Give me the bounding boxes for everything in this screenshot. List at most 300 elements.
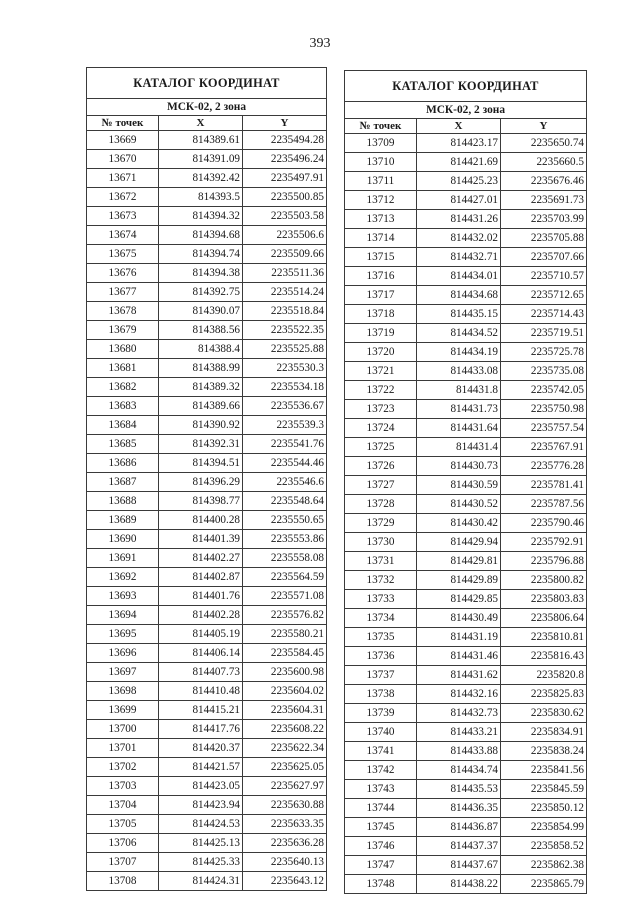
x-coordinate-cell: 814392.42 (159, 169, 243, 188)
x-coordinate-cell: 814429.81 (417, 552, 501, 571)
y-coordinate-cell: 2235838.24 (501, 742, 587, 761)
point-number-cell: 13673 (87, 207, 159, 226)
x-coordinate-cell: 814434.19 (417, 343, 501, 362)
x-coordinate-cell: 814431.26 (417, 210, 501, 229)
point-number-cell: 13735 (345, 628, 417, 647)
point-number-cell: 13700 (87, 720, 159, 739)
table-row (87, 378, 327, 397)
y-coordinate-cell: 2235636.28 (243, 834, 327, 853)
y-coordinate-cell: 2235862.38 (501, 856, 587, 875)
x-coordinate-cell: 814431.46 (417, 647, 501, 666)
x-coordinate-cell: 814435.15 (417, 305, 501, 324)
table-body (345, 134, 587, 894)
point-number-cell: 13701 (87, 739, 159, 758)
x-coordinate-cell: 814421.69 (417, 153, 501, 172)
x-coordinate-cell: 814388.4 (159, 340, 243, 359)
y-coordinate-cell: 2235719.51 (501, 324, 587, 343)
table-row (87, 283, 327, 302)
point-number-cell: 13704 (87, 796, 159, 815)
y-coordinate-cell: 2235841.56 (501, 761, 587, 780)
point-number-cell: 13713 (345, 210, 417, 229)
y-coordinate-cell: 2235707.66 (501, 248, 587, 267)
point-number-cell: 13709 (345, 134, 417, 153)
x-coordinate-cell: 814402.27 (159, 549, 243, 568)
y-coordinate-cell: 2235767.91 (501, 438, 587, 457)
x-coordinate-cell: 814402.28 (159, 606, 243, 625)
table-row (87, 416, 327, 435)
table-row (345, 134, 587, 153)
x-coordinate-cell: 814434.52 (417, 324, 501, 343)
column-header-point: № точек (87, 116, 159, 131)
y-coordinate-cell: 2235539.3 (243, 416, 327, 435)
point-number-cell: 13674 (87, 226, 159, 245)
x-coordinate-cell: 814420.37 (159, 739, 243, 758)
point-number-cell: 13731 (345, 552, 417, 571)
point-number-cell: 13741 (345, 742, 417, 761)
point-number-cell: 13675 (87, 245, 159, 264)
x-coordinate-cell: 814424.53 (159, 815, 243, 834)
table-row (87, 511, 327, 530)
y-coordinate-cell: 2235630.88 (243, 796, 327, 815)
x-coordinate-cell: 814437.67 (417, 856, 501, 875)
table-row (87, 492, 327, 511)
x-coordinate-cell: 814438.22 (417, 875, 501, 894)
x-coordinate-cell: 814389.32 (159, 378, 243, 397)
point-number-cell: 13748 (345, 875, 417, 894)
point-number-cell: 13734 (345, 609, 417, 628)
table-row (345, 590, 587, 609)
table-row (87, 625, 327, 644)
column-header-point: № точек (345, 119, 417, 134)
x-coordinate-cell: 814402.87 (159, 568, 243, 587)
table-row (345, 286, 587, 305)
x-coordinate-cell: 814433.21 (417, 723, 501, 742)
y-coordinate-cell: 2235640.13 (243, 853, 327, 872)
page-number: 393 (309, 36, 331, 51)
x-coordinate-cell: 814429.85 (417, 590, 501, 609)
point-number-cell: 13717 (345, 286, 417, 305)
point-number-cell: 13676 (87, 264, 159, 283)
table-row (87, 644, 327, 663)
table-row (345, 875, 587, 894)
table-row (87, 264, 327, 283)
y-coordinate-cell: 2235509.66 (243, 245, 327, 264)
table-row (345, 438, 587, 457)
point-number-cell: 13722 (345, 381, 417, 400)
table-row (87, 321, 327, 340)
point-number-cell: 13702 (87, 758, 159, 777)
x-coordinate-cell: 814424.31 (159, 872, 243, 891)
table-row (87, 815, 327, 834)
point-number-cell: 13733 (345, 590, 417, 609)
point-number-cell: 13746 (345, 837, 417, 856)
point-number-cell: 13682 (87, 378, 159, 397)
coordinate-catalog-right (344, 70, 587, 894)
point-number-cell: 13747 (345, 856, 417, 875)
x-coordinate-cell: 814427.01 (417, 191, 501, 210)
x-coordinate-cell: 814415.21 (159, 701, 243, 720)
point-number-cell: 13730 (345, 533, 417, 552)
y-coordinate-cell: 2235660.5 (501, 153, 587, 172)
x-coordinate-cell: 814390.07 (159, 302, 243, 321)
table-row (87, 131, 327, 150)
y-coordinate-cell: 2235712.65 (501, 286, 587, 305)
x-coordinate-cell: 814425.23 (417, 172, 501, 191)
table-row (87, 397, 327, 416)
x-coordinate-cell: 814406.14 (159, 644, 243, 663)
table-row (345, 742, 587, 761)
point-number-cell: 13677 (87, 283, 159, 302)
y-coordinate-cell: 2235604.31 (243, 701, 327, 720)
y-coordinate-cell: 2235633.35 (243, 815, 327, 834)
x-coordinate-cell: 814434.01 (417, 267, 501, 286)
x-coordinate-cell: 814436.35 (417, 799, 501, 818)
y-coordinate-cell: 2235506.6 (243, 226, 327, 245)
table-row (345, 514, 587, 533)
table-row (345, 609, 587, 628)
point-number-cell: 13740 (345, 723, 417, 742)
x-coordinate-cell: 814429.94 (417, 533, 501, 552)
x-coordinate-cell: 814425.33 (159, 853, 243, 872)
y-coordinate-cell: 2235705.88 (501, 229, 587, 248)
point-number-cell: 13721 (345, 362, 417, 381)
point-number-cell: 13719 (345, 324, 417, 343)
y-coordinate-cell: 2235803.83 (501, 590, 587, 609)
x-coordinate-cell: 814431.62 (417, 666, 501, 685)
point-number-cell: 13693 (87, 587, 159, 606)
table-row (345, 761, 587, 780)
point-number-cell: 13712 (345, 191, 417, 210)
y-coordinate-cell: 2235544.46 (243, 454, 327, 473)
x-coordinate-cell: 814410.48 (159, 682, 243, 701)
column-header-x: X (159, 116, 243, 131)
table-row (345, 666, 587, 685)
x-coordinate-cell: 814393.5 (159, 188, 243, 207)
table-row (87, 739, 327, 758)
x-coordinate-cell: 814394.32 (159, 207, 243, 226)
point-number-cell: 13739 (345, 704, 417, 723)
table-row (345, 229, 587, 248)
x-coordinate-cell: 814434.74 (417, 761, 501, 780)
table-row (87, 530, 327, 549)
y-coordinate-cell: 2235541.76 (243, 435, 327, 454)
point-number-cell: 13724 (345, 419, 417, 438)
point-number-cell: 13742 (345, 761, 417, 780)
point-number-cell: 13678 (87, 302, 159, 321)
y-coordinate-cell: 2235691.73 (501, 191, 587, 210)
y-coordinate-cell: 2235625.05 (243, 758, 327, 777)
y-coordinate-cell: 2235534.18 (243, 378, 327, 397)
y-coordinate-cell: 2235757.54 (501, 419, 587, 438)
y-coordinate-cell: 2235604.02 (243, 682, 327, 701)
y-coordinate-cell: 2235858.52 (501, 837, 587, 856)
point-number-cell: 13687 (87, 473, 159, 492)
y-coordinate-cell: 2235627.97 (243, 777, 327, 796)
table-row (87, 245, 327, 264)
point-number-cell: 13706 (87, 834, 159, 853)
table-row (345, 647, 587, 666)
y-coordinate-cell: 2235558.08 (243, 549, 327, 568)
table-row (345, 457, 587, 476)
point-number-cell: 13672 (87, 188, 159, 207)
table-row (345, 856, 587, 875)
table-body (87, 131, 327, 891)
y-coordinate-cell: 2235865.79 (501, 875, 587, 894)
point-number-cell: 13732 (345, 571, 417, 590)
point-number-cell: 13679 (87, 321, 159, 340)
table-row (345, 533, 587, 552)
y-coordinate-cell: 2235854.99 (501, 818, 587, 837)
column-header-x: X (417, 119, 501, 134)
x-coordinate-cell: 814431.8 (417, 381, 501, 400)
y-coordinate-cell: 2235530.3 (243, 359, 327, 378)
point-number-cell: 13720 (345, 343, 417, 362)
x-coordinate-cell: 814405.19 (159, 625, 243, 644)
x-coordinate-cell: 814433.88 (417, 742, 501, 761)
point-number-cell: 13737 (345, 666, 417, 685)
y-coordinate-cell: 2235546.6 (243, 473, 327, 492)
point-number-cell: 13718 (345, 305, 417, 324)
table-row (345, 267, 587, 286)
table-row (87, 435, 327, 454)
y-coordinate-cell: 2235816.43 (501, 647, 587, 666)
x-coordinate-cell: 814392.31 (159, 435, 243, 454)
x-coordinate-cell: 814425.13 (159, 834, 243, 853)
y-coordinate-cell: 2235497.91 (243, 169, 327, 188)
column-header-y: Y (501, 119, 587, 134)
y-coordinate-cell: 2235787.56 (501, 495, 587, 514)
point-number-cell: 13727 (345, 476, 417, 495)
y-coordinate-cell: 2235643.12 (243, 872, 327, 891)
y-coordinate-cell: 2235725.78 (501, 343, 587, 362)
table-row (345, 495, 587, 514)
table-row (87, 796, 327, 815)
table-row (345, 780, 587, 799)
table-row (345, 362, 587, 381)
table-row (87, 340, 327, 359)
table-row (87, 226, 327, 245)
y-coordinate-cell: 2235553.86 (243, 530, 327, 549)
x-coordinate-cell: 814430.42 (417, 514, 501, 533)
y-coordinate-cell: 2235714.43 (501, 305, 587, 324)
point-number-cell: 13689 (87, 511, 159, 530)
y-coordinate-cell: 2235514.24 (243, 283, 327, 302)
x-coordinate-cell: 814398.77 (159, 492, 243, 511)
column-header-y: Y (243, 116, 327, 131)
y-coordinate-cell: 2235776.28 (501, 457, 587, 476)
x-coordinate-cell: 814431.73 (417, 400, 501, 419)
x-coordinate-cell: 814389.66 (159, 397, 243, 416)
table-row (87, 587, 327, 606)
table-row (87, 834, 327, 853)
table-row (87, 663, 327, 682)
x-coordinate-cell: 814396.29 (159, 473, 243, 492)
y-coordinate-cell: 2235735.08 (501, 362, 587, 381)
x-coordinate-cell: 814431.19 (417, 628, 501, 647)
table-row (87, 473, 327, 492)
catalog-title: КАТАЛОГ КООРДИНАТ (345, 71, 587, 102)
point-number-cell: 13738 (345, 685, 417, 704)
table-row (87, 720, 327, 739)
table-row (345, 305, 587, 324)
point-number-cell: 13690 (87, 530, 159, 549)
y-coordinate-cell: 2235800.82 (501, 571, 587, 590)
table-row (345, 343, 587, 362)
zone-label: МСК-02, 2 зона (87, 99, 327, 116)
y-coordinate-cell: 2235710.57 (501, 267, 587, 286)
y-coordinate-cell: 2235576.82 (243, 606, 327, 625)
table-row (87, 758, 327, 777)
point-number-cell: 13670 (87, 150, 159, 169)
y-coordinate-cell: 2235650.74 (501, 134, 587, 153)
table-row (87, 207, 327, 226)
x-coordinate-cell: 814430.59 (417, 476, 501, 495)
table-row (87, 454, 327, 473)
x-coordinate-cell: 814436.87 (417, 818, 501, 837)
point-number-cell: 13696 (87, 644, 159, 663)
y-coordinate-cell: 2235550.65 (243, 511, 327, 530)
point-number-cell: 13710 (345, 153, 417, 172)
y-coordinate-cell: 2235500.85 (243, 188, 327, 207)
point-number-cell: 13692 (87, 568, 159, 587)
y-coordinate-cell: 2235622.34 (243, 739, 327, 758)
point-number-cell: 13726 (345, 457, 417, 476)
y-coordinate-cell: 2235796.88 (501, 552, 587, 571)
table-row (345, 704, 587, 723)
table-row (345, 818, 587, 837)
x-coordinate-cell: 814435.53 (417, 780, 501, 799)
point-number-cell: 13684 (87, 416, 159, 435)
table-row (345, 153, 587, 172)
y-coordinate-cell: 2235742.05 (501, 381, 587, 400)
x-coordinate-cell: 814432.71 (417, 248, 501, 267)
table-row (87, 549, 327, 568)
point-number-cell: 13686 (87, 454, 159, 473)
x-coordinate-cell: 814394.38 (159, 264, 243, 283)
y-coordinate-cell: 2235790.46 (501, 514, 587, 533)
point-number-cell: 13680 (87, 340, 159, 359)
y-coordinate-cell: 2235820.8 (501, 666, 587, 685)
point-number-cell: 13698 (87, 682, 159, 701)
y-coordinate-cell: 2235703.99 (501, 210, 587, 229)
point-number-cell: 13688 (87, 492, 159, 511)
y-coordinate-cell: 2235503.58 (243, 207, 327, 226)
point-number-cell: 13671 (87, 169, 159, 188)
table-row (87, 359, 327, 378)
x-coordinate-cell: 814389.61 (159, 131, 243, 150)
point-number-cell: 13715 (345, 248, 417, 267)
table-row (87, 169, 327, 188)
table-row (345, 381, 587, 400)
y-coordinate-cell: 2235608.22 (243, 720, 327, 739)
table-row (87, 701, 327, 720)
x-coordinate-cell: 814392.75 (159, 283, 243, 302)
x-coordinate-cell: 814394.74 (159, 245, 243, 264)
x-coordinate-cell: 814388.99 (159, 359, 243, 378)
x-coordinate-cell: 814429.89 (417, 571, 501, 590)
x-coordinate-cell: 814391.09 (159, 150, 243, 169)
table-row (345, 552, 587, 571)
x-coordinate-cell: 814401.39 (159, 530, 243, 549)
y-coordinate-cell: 2235834.91 (501, 723, 587, 742)
y-coordinate-cell: 2235806.64 (501, 609, 587, 628)
x-coordinate-cell: 814431.64 (417, 419, 501, 438)
x-coordinate-cell: 814430.52 (417, 495, 501, 514)
y-coordinate-cell: 2235511.36 (243, 264, 327, 283)
y-coordinate-cell: 2235825.83 (501, 685, 587, 704)
x-coordinate-cell: 814423.94 (159, 796, 243, 815)
point-number-cell: 13703 (87, 777, 159, 796)
y-coordinate-cell: 2235494.28 (243, 131, 327, 150)
table-row (87, 777, 327, 796)
x-coordinate-cell: 814390.92 (159, 416, 243, 435)
y-coordinate-cell: 2235584.45 (243, 644, 327, 663)
y-coordinate-cell: 2235518.84 (243, 302, 327, 321)
point-number-cell: 13691 (87, 549, 159, 568)
point-number-cell: 13729 (345, 514, 417, 533)
x-coordinate-cell: 814432.02 (417, 229, 501, 248)
x-coordinate-cell: 814421.57 (159, 758, 243, 777)
point-number-cell: 13705 (87, 815, 159, 834)
catalog-title: КАТАЛОГ КООРДИНАТ (87, 68, 327, 99)
x-coordinate-cell: 814417.76 (159, 720, 243, 739)
table-row (345, 248, 587, 267)
y-coordinate-cell: 2235781.41 (501, 476, 587, 495)
y-coordinate-cell: 2235548.64 (243, 492, 327, 511)
table-row (345, 837, 587, 856)
y-coordinate-cell: 2235571.08 (243, 587, 327, 606)
point-number-cell: 13744 (345, 799, 417, 818)
point-number-cell: 13707 (87, 853, 159, 872)
y-coordinate-cell: 2235496.24 (243, 150, 327, 169)
table-row (87, 872, 327, 891)
x-coordinate-cell: 814423.17 (417, 134, 501, 153)
y-coordinate-cell: 2235525.88 (243, 340, 327, 359)
y-coordinate-cell: 2235564.59 (243, 568, 327, 587)
x-coordinate-cell: 814437.37 (417, 837, 501, 856)
table-row (345, 571, 587, 590)
point-number-cell: 13745 (345, 818, 417, 837)
y-coordinate-cell: 2235792.91 (501, 533, 587, 552)
table-row (345, 419, 587, 438)
x-coordinate-cell: 814430.49 (417, 609, 501, 628)
table-row (345, 172, 587, 191)
point-number-cell: 13681 (87, 359, 159, 378)
y-coordinate-cell: 2235600.98 (243, 663, 327, 682)
point-number-cell: 13695 (87, 625, 159, 644)
x-coordinate-cell: 814430.73 (417, 457, 501, 476)
point-number-cell: 13725 (345, 438, 417, 457)
y-coordinate-cell: 2235830.62 (501, 704, 587, 723)
point-number-cell: 13708 (87, 872, 159, 891)
table-row (87, 568, 327, 587)
table-row (345, 324, 587, 343)
point-number-cell: 13723 (345, 400, 417, 419)
point-number-cell: 13683 (87, 397, 159, 416)
y-coordinate-cell: 2235845.59 (501, 780, 587, 799)
y-coordinate-cell: 2235750.98 (501, 400, 587, 419)
x-coordinate-cell: 814432.16 (417, 685, 501, 704)
table-row (87, 682, 327, 701)
table-row (87, 302, 327, 321)
point-number-cell: 13685 (87, 435, 159, 454)
table-row (345, 210, 587, 229)
table-row (345, 476, 587, 495)
table-row (345, 628, 587, 647)
point-number-cell: 13743 (345, 780, 417, 799)
x-coordinate-cell: 814401.76 (159, 587, 243, 606)
table-row (87, 853, 327, 872)
